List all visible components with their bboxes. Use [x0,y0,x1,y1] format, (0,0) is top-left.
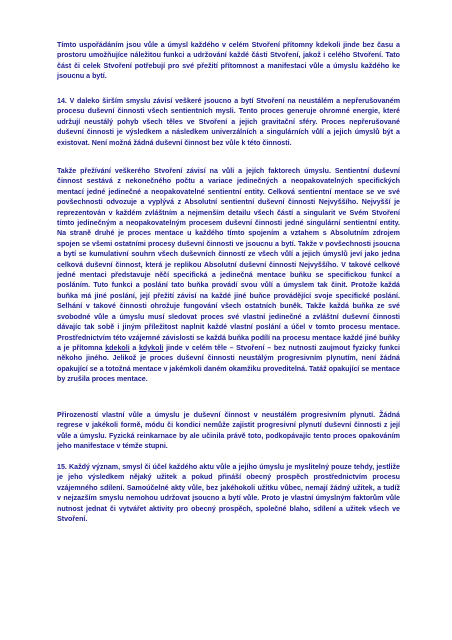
paragraph-text: jinde v celém těle – Stvoření – bez nutnosti zaujmout fyzicky funkci někoho jiného. Jelikož je proces duševní činnosti neustálým progresivním plynutím, není žádná opakující se a totožná mentace v jakémkoli daném okamžiku proveditelná. Tatáž opakující se mentace by zrušila proces mentace. [57,343,400,384]
paragraph-text: Tímto uspořádáním jsou vůle a úmysl každého v celém Stvoření přítomny kdekoli jinde bez času a prostoru umožňujíce náležitou funkci a udržování každé části Stvoření, jakož i celého Stvoření. Tato část či celek Stvoření potřebují pro své přežití přítomnost a manifestaci vůle a úmyslu každého ke jsoucnu a bytí. [57,41,400,81]
paragraph-text: 14. V dalekо širším smyslu závisí veškeré jsoucno a bytí Stvoření na neustálém a nepřerušovaném procesu duševní činnosti všech sentientních mysli. Tento proces generuje ohromné energie, které udržují neustálý pohyb všech těles ve Stvoření a jejich gravitační sféry. Proces nepřerušované duševní činnosti je výsledkem a následkem univerzálních a singulárních vůlí a jejich úmyslů být a existovat. Není možná žádná duševní činnost bez vůle k této činnosti. [57,97,400,147]
paragraph-text: a [129,343,139,352]
paragraph-3 [57,166,400,385]
paragraph-4 [57,410,400,452]
paragraph-text: 15. Každý význam, smysl či účel každého aktu vůle a jejího úmyslu je myslitelný pouze tehdy, jestliže je jeho výsledkem nějaký užitek a pokud přináší obecný prospěch prostřednictvím procesu vzájemného sdílení. Samoúčelné akty vůle, bez jakéhokoli užitku vůbec, nemají žádný užitek, a tudíž v nejzazším smyslu nemohou udržovat jsoucno a bytí vůle. Proto je vlastní úmyslným faktorům vůle nutnost jednat či vytvářet aktivity pro obecný prospěch, společné blaho, sdílení a užitek všech ve Stvoření. [57,463,400,524]
paragraph-text: Přirozeností vlastní vůle a úmyslu je duševní činnost v neustálém progresivním plynutí. Žádná regrese v jakékoli formě, módu či kondici nemůže zajistit progresivní plynutí duševní činnosti z její vůle a úmyslu. Fyzická reinkarnace by ale učinila právě toto, podkopávajíc tento proces opakováním jeho manifestace v témže stupni. [57,411,400,451]
paragraph-15 [57,462,400,524]
paragraph-1 [57,40,400,82]
paragraph-text: Takže přežívání veškerého Stvoření závisí na vůli a jejích faktorech úmyslu. Sentientní duševní činnost sestává z nekonečného počtu a variace jedinečných a neopakovatelných specifických mentací jedné jedinečné a neopakovatelné sentientní entity. Celková sentientní mentace se ve své povšechnosti odvozuje a vyplývá z Absolutní sentientní duševní činnosti Nejvyššího. Nejvyšší je reprezentován v každém zvláštním a nejmenším detailu všech částí a singularit ve Svém Stvoření tímto jedinečným a neopakovatelným procesem duševní činnosti jedné singulární sentientní entity. Na straně druhé je proces mentace u každého tímto spojením a vztahem s Absolutním zdrojem spojen se všemi ostatními procesy duševní činnosti ve jsoucnu a bytí. Takže v povšechnosti jsoucna a bytí se kumulativní souhrn všech duševních činností ze všech vůlí a jejich úmyslů jeví jako jedna celková duševní činnost, která je replikou Absolutní duševní činnosti Nejvyššího. V takové celkové jedné mentaci představuje něčí specifická a jedinečná mentace buňku se specifickou funkcí a posláním. Tuto funkci a poslání tato buňka provádí svou vůlí a úmyslem tak činit. Protože každá buňka má jiné poslání, její přežití závisí na každé jiné buňce provádějící svoje specifické poslání. Selhání v takové činnosti ohrožuje fungování všech ostatních buněk. Takže každá buňka ze své svobodné vůle a úmyslu musí sledovat proces své vlastní jedinečné a zvláštní duševní činnosti dávajíc tak sobě i jiným příležitost naplnit každé vlastní poslání a účel v tomto procesu mentace. Prostřednictvím této vzájemné závislosti se každá buňka podílí na procesu mentace každé jiné buňky a je přítomna [57,167,400,352]
underlined-word-kdykoli: kdykoli [138,343,164,352]
underlined-word-kdekoli: kdekoli [105,343,130,352]
paragraph-14 [57,96,400,148]
